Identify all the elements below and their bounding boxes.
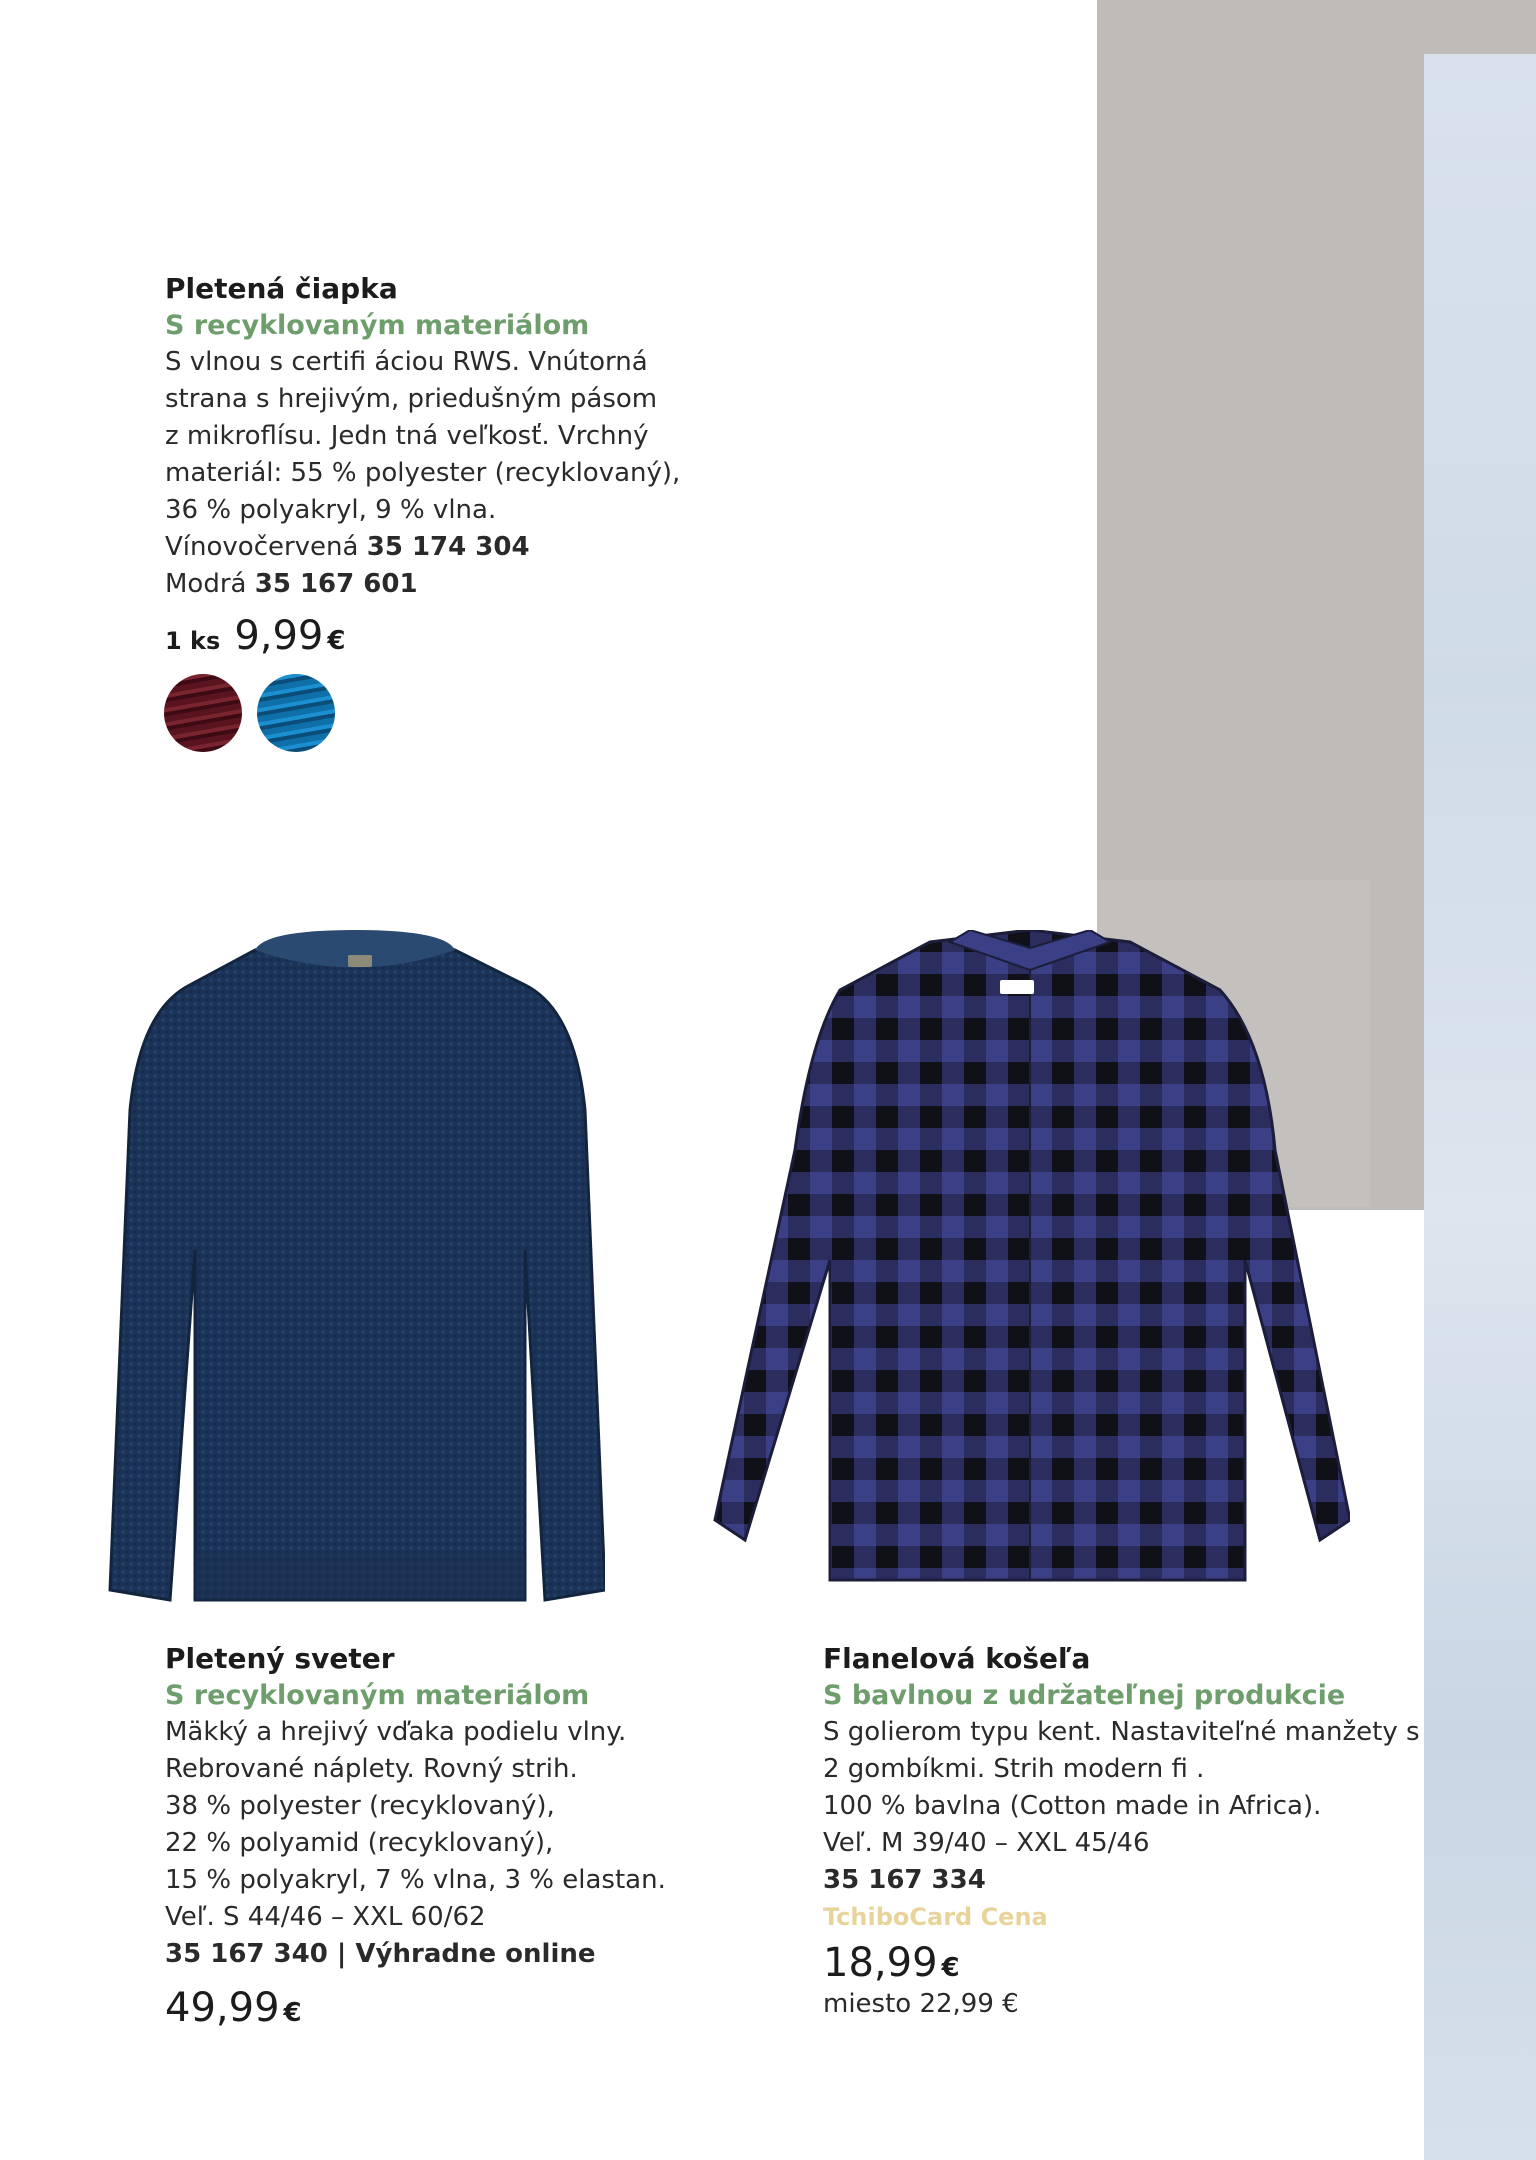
product-sweater <box>165 1640 725 2031</box>
description-line: Veľ. S 44/46 – XXL 60/62 <box>165 1902 486 1932</box>
old-price: miesto 22,99 € <box>823 1989 1019 2019</box>
color-swatch-blue[interactable] <box>257 674 335 752</box>
price-value: 18,99 <box>823 1940 938 1986</box>
sweater-image <box>105 930 605 1610</box>
product-subtitle: S recyklovaným materiálom <box>165 310 590 341</box>
description-line: Mäkký a hrejivý vďaka podielu vlny. <box>165 1717 627 1747</box>
quantity-label: 1 ks <box>165 627 221 655</box>
product-hat <box>165 270 685 659</box>
description-line: S vlnou s certifi áciou RWS. Vnútorná <box>165 347 648 377</box>
product-code: 35 167 334 <box>823 1865 986 1895</box>
price-value: 49,99 <box>165 1985 280 2031</box>
product-subtitle: S recyklovaným materiálom <box>165 1680 590 1711</box>
product-shirt <box>823 1640 1423 2023</box>
product-subtitle: S bavlnou z udržateľnej produkcie <box>823 1680 1346 1711</box>
background-sky-image <box>1424 54 1536 2160</box>
price <box>165 1985 725 2031</box>
price <box>823 1940 1423 1986</box>
price <box>165 613 685 659</box>
product-title: Pletená čiapka <box>165 272 398 305</box>
color-swatch-burgundy[interactable] <box>164 674 242 752</box>
product-description <box>165 1714 725 1973</box>
loyalty-price-label: TchiboCard Cena <box>823 1903 1048 1931</box>
product-code: 35 167 340 | Výhradne online <box>165 1939 596 1969</box>
description-line: z mikroflísu. Jedn tná veľkosť. Vrchný <box>165 421 649 451</box>
shirt-image <box>700 930 1350 1610</box>
description-line: 38 % polyester (recyklovaný), <box>165 1791 555 1821</box>
description-line: Rebrované náplety. Rovný strih. <box>165 1754 578 1784</box>
description-line: 15 % polyakryl, 7 % vlna, 3 % elastan. <box>165 1865 666 1895</box>
currency: € <box>327 626 346 656</box>
description-line: 22 % polyamid (recyklovaný), <box>165 1828 554 1858</box>
product-code: 35 174 304 <box>366 532 530 562</box>
description-line: 36 % polyakryl, 9 % vlna. <box>165 495 497 525</box>
product-description <box>823 1714 1423 1899</box>
product-code: 35 167 601 <box>254 569 418 599</box>
description-line: materiál: 55 % polyester (recyklovaný), <box>165 458 681 488</box>
variant-burgundy <box>165 529 685 566</box>
product-description <box>165 344 685 603</box>
product-title: Pletený sveter <box>165 1642 395 1675</box>
description-line: 2 gombíkmi. Strih modern fi . <box>823 1754 1205 1784</box>
variant-blue <box>165 566 685 603</box>
currency: € <box>283 1998 302 2028</box>
variant-label: Vínovočervená <box>165 532 359 562</box>
description-line: Veľ. M 39/40 – XXL 45/46 <box>823 1828 1150 1858</box>
currency: € <box>941 1953 960 1983</box>
product-title: Flanelová košeľa <box>823 1642 1091 1675</box>
description-line: S golierom typu kent. Nastaviteľné manžety s <box>823 1717 1420 1747</box>
price-value: 9,99 <box>234 613 324 659</box>
variant-label: Modrá <box>165 569 247 599</box>
description-line: 100 % bavlna (Cotton made in Africa). <box>823 1791 1322 1821</box>
description-line: strana s hrejivým, priedušným pásom <box>165 384 658 414</box>
